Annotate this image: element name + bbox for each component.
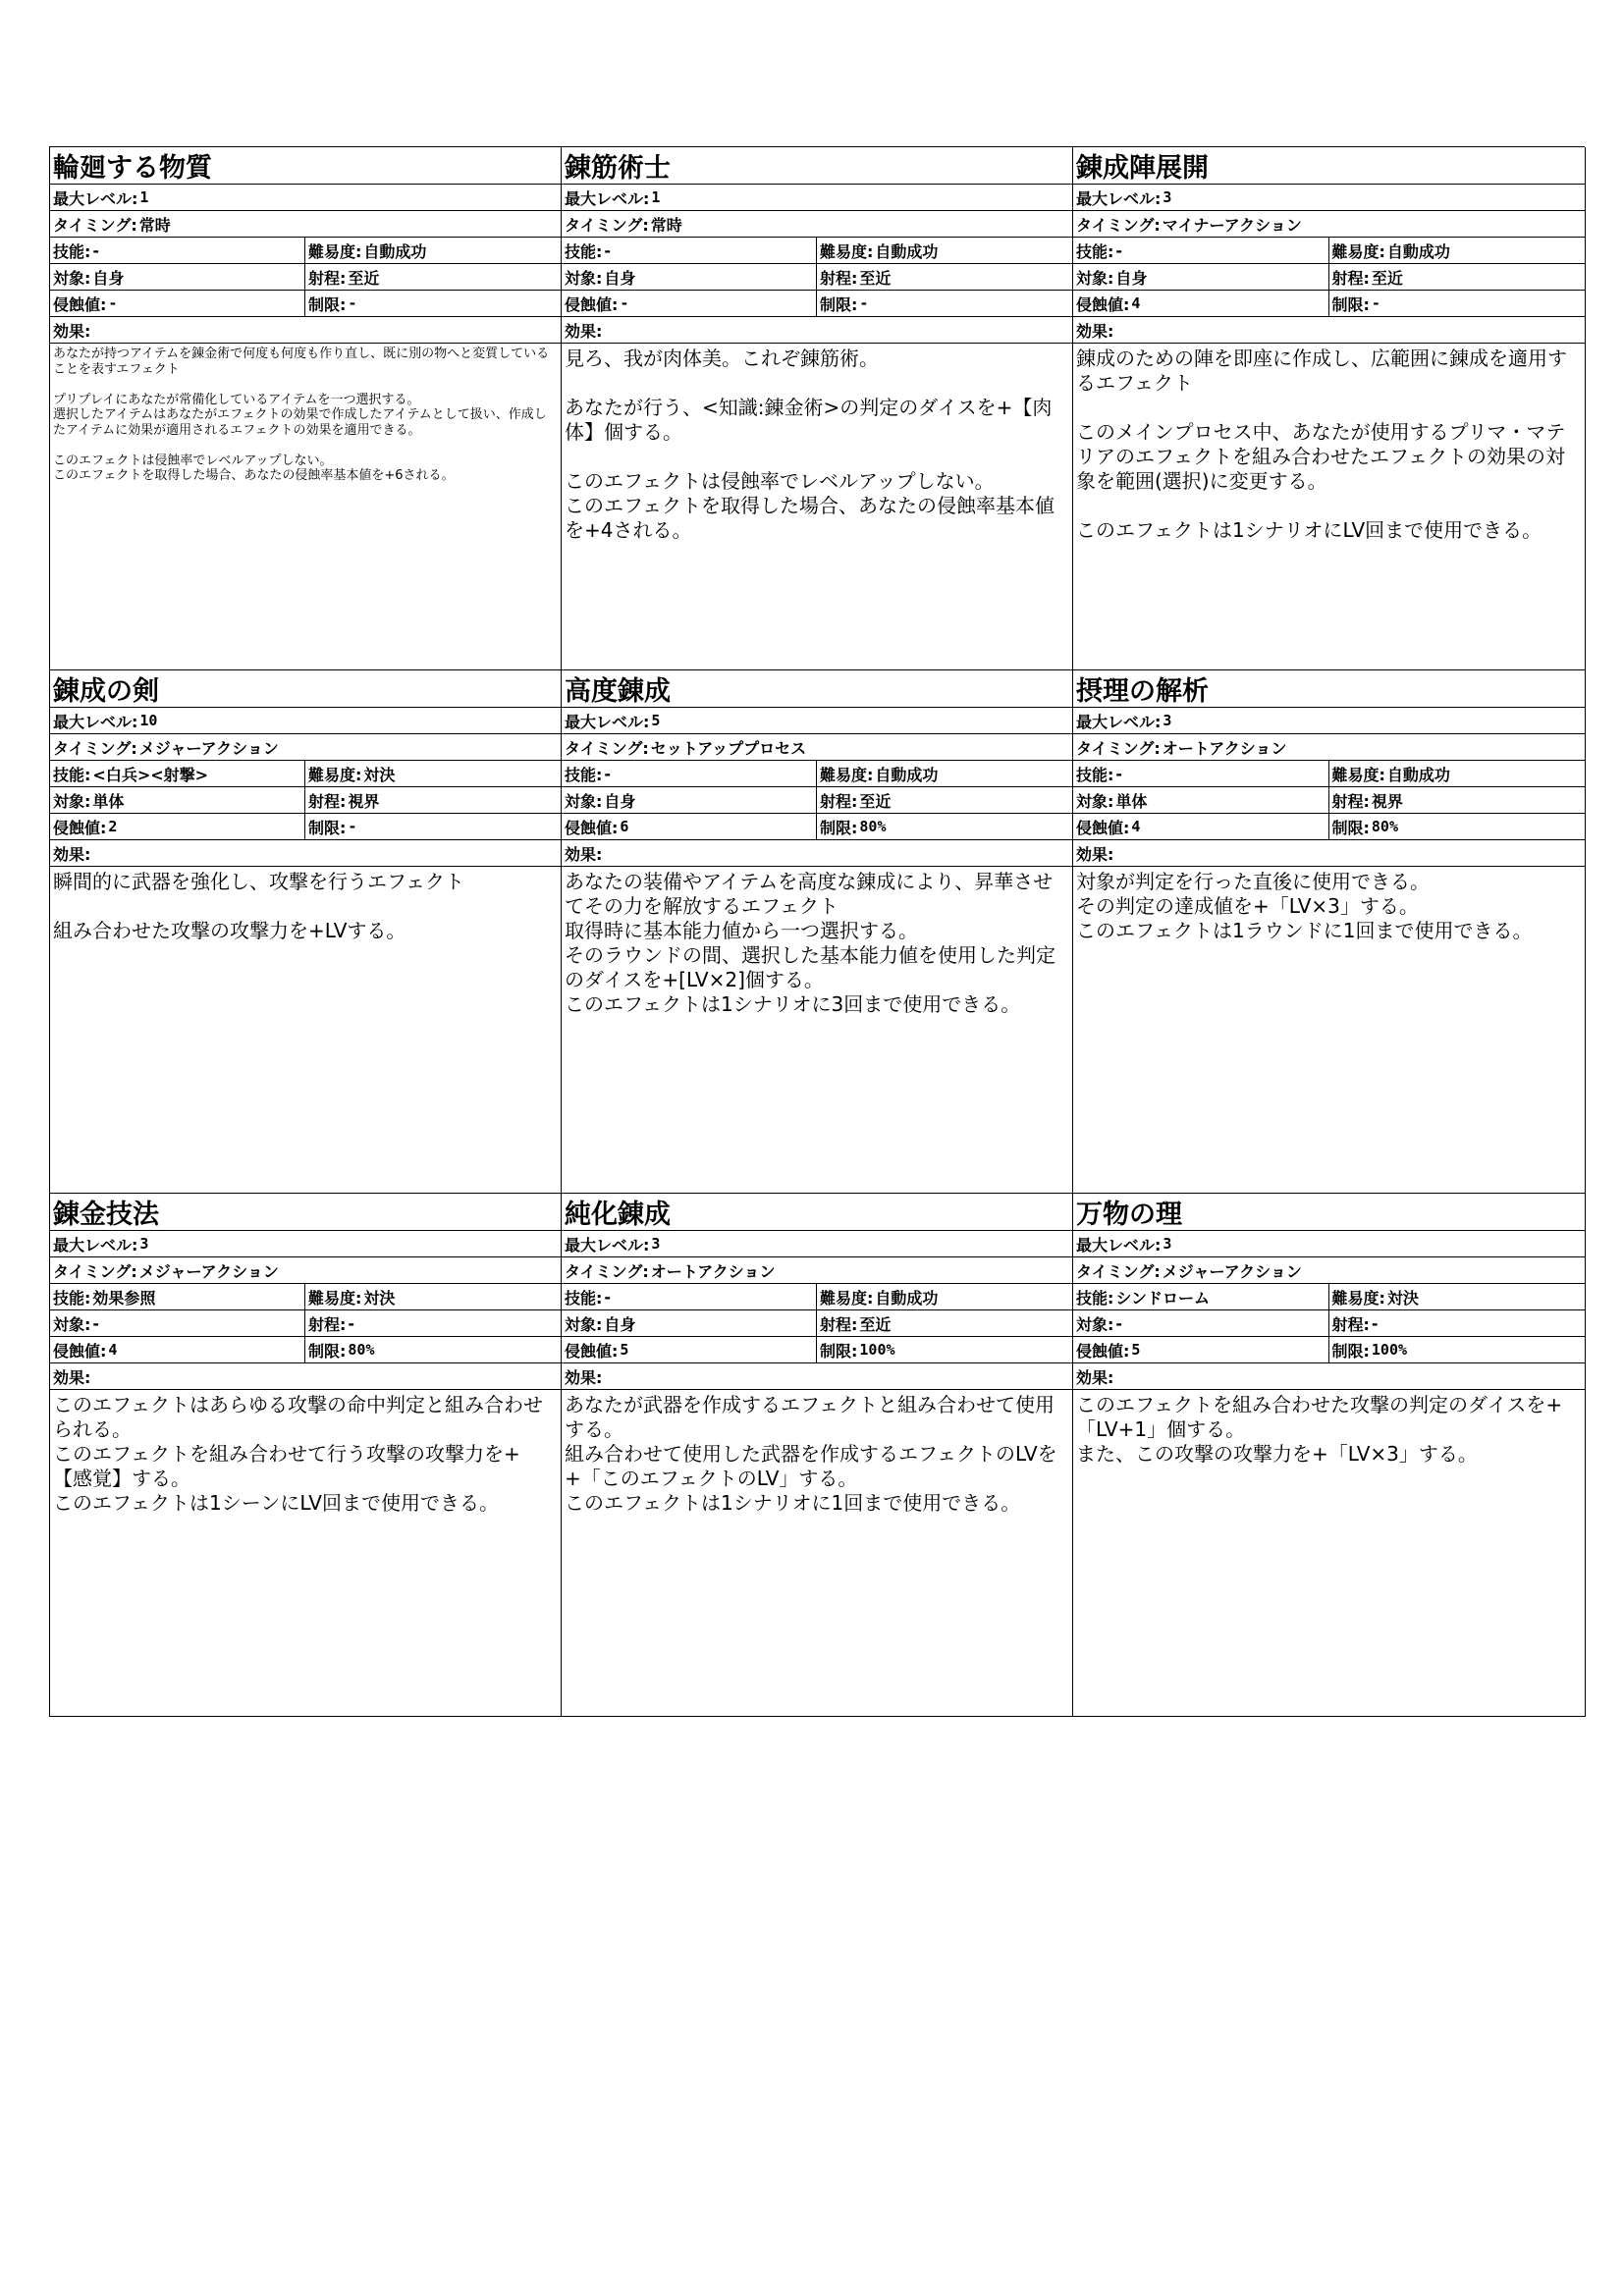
max-level-row <box>1073 1231 1585 1257</box>
timing-label: タイミング: <box>53 1261 137 1281</box>
skill-row <box>562 238 1072 264</box>
erosion-label: 侵蝕値: <box>1076 294 1130 314</box>
erosion-value: - <box>620 294 629 312</box>
difficulty-value: 自動成功 <box>363 241 427 261</box>
limit-label: 制限: <box>820 818 858 837</box>
limit-value: - <box>348 294 357 312</box>
effect-header-row <box>50 317 561 344</box>
difficulty-label: 難易度: <box>308 765 362 784</box>
erosion-cell <box>1073 291 1329 316</box>
range-value: 視界 <box>348 791 380 811</box>
difficulty-label: 難易度: <box>308 1288 362 1308</box>
erosion-value: 5 <box>620 1341 629 1359</box>
timing-row <box>562 211 1072 238</box>
difficulty-cell <box>817 761 1072 786</box>
difficulty-value: 自動成功 <box>875 765 939 784</box>
erosion-label: 侵蝕値: <box>565 294 619 314</box>
range-value: 視界 <box>1371 791 1403 811</box>
target-row <box>1073 787 1585 814</box>
max-level-row <box>50 185 561 211</box>
max-level-value: 3 <box>1163 188 1172 206</box>
difficulty-label: 難易度: <box>308 241 362 261</box>
target-value: - <box>1115 1313 1123 1333</box>
effect-card <box>50 1194 562 1717</box>
target-label: 対象: <box>53 268 91 288</box>
max-level-label: 最大レベル: <box>1076 712 1162 731</box>
timing-row <box>50 211 561 238</box>
difficulty-label: 難易度: <box>820 1288 874 1308</box>
skill-row <box>1073 761 1585 787</box>
target-row <box>1073 1310 1585 1337</box>
effect-text: 錬成のための陣を即座に作成し、広範囲に錬成を適用するエフェクト このメインプロセス中、あなたが使用するプリマ・マテリアのエフェクトを組み合わせたエフェクトの効果の対象を範囲(選択)に変更する。 このエフェクトは1シナリオにLV回まで使用できる。 <box>1076 347 1567 542</box>
limit-cell <box>305 291 561 316</box>
erosion-cell <box>1073 814 1329 839</box>
skill-row <box>1073 1284 1585 1310</box>
difficulty-cell <box>305 1284 561 1309</box>
effect-card <box>1073 1194 1586 1717</box>
limit-cell <box>817 1337 1072 1362</box>
effect-header-row <box>1073 840 1585 867</box>
effect-header-row <box>562 317 1072 344</box>
erosion-row <box>50 291 561 317</box>
range-value: 至近 <box>859 791 892 811</box>
effect-label: 効果: <box>53 321 91 341</box>
skill-value: シンドローム <box>1115 1288 1211 1308</box>
erosion-label: 侵蝕値: <box>565 818 619 837</box>
difficulty-value: 対決 <box>363 1288 396 1308</box>
limit-label: 制限: <box>308 294 347 314</box>
skill-cell <box>1073 761 1329 786</box>
effect-name: 摂理の解析 <box>1073 670 1585 708</box>
timing-value: 常時 <box>138 215 171 235</box>
range-cell <box>1329 787 1586 813</box>
skill-label: 技能: <box>53 241 91 261</box>
effect-name: 輪廻する物質 <box>50 147 561 185</box>
difficulty-value: 自動成功 <box>1386 241 1450 261</box>
max-level-label: 最大レベル: <box>53 712 138 731</box>
target-value: 単体 <box>92 791 125 811</box>
difficulty-label: 難易度: <box>1331 1288 1385 1308</box>
skill-row <box>1073 238 1585 264</box>
erosion-value: 4 <box>108 1341 118 1359</box>
erosion-row <box>1073 291 1585 317</box>
target-label: 対象: <box>565 1314 603 1334</box>
max-level-value: 1 <box>139 188 149 206</box>
limit-label: 制限: <box>1331 818 1370 837</box>
target-cell <box>1073 1310 1329 1336</box>
target-label: 対象: <box>1076 1314 1114 1334</box>
erosion-row <box>50 1337 561 1363</box>
skill-cell <box>1073 238 1329 263</box>
range-label: 射程: <box>820 268 858 288</box>
erosion-value: - <box>108 294 118 312</box>
target-value: 自身 <box>604 791 636 811</box>
target-cell <box>1073 264 1329 290</box>
target-row <box>50 1310 561 1337</box>
erosion-row <box>1073 1337 1585 1363</box>
effect-card <box>1073 670 1586 1194</box>
effect-header-row <box>1073 317 1585 344</box>
max-level-value: 1 <box>651 188 661 206</box>
difficulty-label: 難易度: <box>1331 241 1385 261</box>
range-cell <box>1329 264 1586 290</box>
effect-label: 効果: <box>1076 321 1114 341</box>
range-value: 至近 <box>859 1314 892 1334</box>
target-label: 対象: <box>53 791 91 811</box>
timing-label: タイミング: <box>1076 215 1161 235</box>
effect-label: 効果: <box>53 844 91 864</box>
effect-text: 瞬間的に武器を強化し、攻撃を行うエフェクト 組み合わせた攻撃の攻撃力を+LVする。 <box>53 870 464 942</box>
max-level-value: 10 <box>139 712 158 729</box>
difficulty-cell <box>305 761 561 786</box>
skill-value: 効果参照 <box>92 1288 156 1308</box>
range-value: - <box>1371 1313 1379 1333</box>
limit-value: 80% <box>859 818 887 835</box>
timing-value: 常時 <box>650 215 682 235</box>
difficulty-value: 自動成功 <box>875 1288 939 1308</box>
limit-cell <box>817 291 1072 316</box>
timing-value: メジャーアクション <box>1162 1261 1302 1281</box>
effect-name: 錬筋術士 <box>562 147 1072 185</box>
erosion-row <box>50 814 561 840</box>
effect-card <box>1073 147 1586 670</box>
target-cell <box>562 1310 817 1336</box>
erosion-label: 侵蝕値: <box>53 1341 107 1361</box>
erosion-value: 4 <box>1131 294 1141 312</box>
erosion-label: 侵蝕値: <box>1076 818 1130 837</box>
skill-cell <box>562 761 817 786</box>
limit-cell <box>817 814 1072 839</box>
limit-value: 100% <box>859 1341 895 1359</box>
skill-label: 技能: <box>53 1288 91 1308</box>
limit-value: - <box>1371 294 1380 312</box>
timing-label: タイミング: <box>53 738 137 758</box>
max-level-label: 最大レベル: <box>1076 188 1162 208</box>
max-level-row <box>1073 708 1585 734</box>
target-cell <box>1073 787 1329 813</box>
erosion-cell <box>1073 1337 1329 1362</box>
timing-label: タイミング: <box>1076 1261 1161 1281</box>
skill-row <box>50 1284 561 1310</box>
max-level-row <box>50 708 561 734</box>
timing-row <box>562 1257 1072 1284</box>
skill-label: 技能: <box>1076 241 1114 261</box>
effect-label: 効果: <box>53 1367 91 1387</box>
erosion-value: 5 <box>1131 1341 1141 1359</box>
skill-value: <白兵><射撃> <box>92 765 209 784</box>
target-row <box>50 264 561 291</box>
max-level-value: 3 <box>139 1235 149 1253</box>
erosion-cell <box>562 1337 817 1362</box>
limit-cell <box>1329 814 1586 839</box>
erosion-label: 侵蝕値: <box>565 1341 619 1361</box>
skill-row <box>562 1284 1072 1310</box>
target-value: 自身 <box>604 268 636 288</box>
difficulty-value: 自動成功 <box>875 241 939 261</box>
effect-card <box>562 1194 1073 1717</box>
difficulty-label: 難易度: <box>820 765 874 784</box>
skill-label: 技能: <box>565 241 603 261</box>
target-label: 対象: <box>1076 791 1114 811</box>
difficulty-label: 難易度: <box>820 241 874 261</box>
difficulty-cell <box>1329 238 1586 263</box>
effect-label: 効果: <box>565 321 603 341</box>
erosion-cell <box>50 814 305 839</box>
effect-text: このエフェクトを組み合わせた攻撃の判定のダイスを+「LV+1」個する。 また、この攻撃の攻撃力を+「LV×3」する。 <box>1076 1393 1563 1466</box>
effect-card <box>562 147 1073 670</box>
difficulty-value: 対決 <box>1386 1288 1419 1308</box>
erosion-row <box>562 291 1072 317</box>
range-value: - <box>348 1313 355 1333</box>
max-level-label: 最大レベル: <box>565 712 650 731</box>
max-level-value: 3 <box>651 1235 661 1253</box>
target-label: 対象: <box>565 791 603 811</box>
limit-cell <box>305 1337 561 1362</box>
limit-label: 制限: <box>820 294 858 314</box>
timing-row <box>50 734 561 761</box>
difficulty-cell <box>1329 761 1586 786</box>
range-cell <box>817 787 1072 813</box>
effect-text: あなたが武器を作成するエフェクトと組み合わせて使用する。 組み合わせて使用した武器を作成するエフェクトのLVを+「このエフェクトのLV」する。 このエフェクトは1シナリオに1回まで使用できる。 <box>565 1393 1057 1515</box>
range-label: 射程: <box>1331 1314 1370 1334</box>
target-cell <box>50 264 305 290</box>
range-label: 射程: <box>820 791 858 811</box>
range-value: 至近 <box>1371 268 1403 288</box>
effect-card <box>50 670 562 1194</box>
max-level-row <box>562 185 1072 211</box>
effect-card <box>562 670 1073 1194</box>
max-level-row <box>50 1231 561 1257</box>
target-label: 対象: <box>1076 268 1114 288</box>
target-row <box>562 264 1072 291</box>
timing-label: タイミング: <box>565 215 649 235</box>
timing-value: セットアッププロセス <box>650 738 807 758</box>
skill-row <box>50 238 561 264</box>
target-row <box>562 787 1072 814</box>
erosion-row <box>562 814 1072 840</box>
limit-value: - <box>859 294 869 312</box>
target-value: 自身 <box>1115 268 1148 288</box>
range-value: 至近 <box>348 268 380 288</box>
timing-value: オートアクション <box>1162 738 1287 758</box>
effect-header-row <box>562 840 1072 867</box>
range-cell <box>305 787 561 813</box>
max-level-row <box>562 1231 1072 1257</box>
limit-label: 制限: <box>308 818 347 837</box>
skill-cell <box>1073 1284 1329 1309</box>
erosion-cell <box>50 291 305 316</box>
range-value: 至近 <box>859 268 892 288</box>
max-level-row <box>562 708 1072 734</box>
target-label: 対象: <box>53 1314 91 1334</box>
skill-cell <box>562 1284 817 1309</box>
max-level-label: 最大レベル: <box>565 1235 650 1255</box>
limit-value: 80% <box>348 1341 375 1359</box>
skill-row <box>50 761 561 787</box>
target-value: 自身 <box>92 268 125 288</box>
effect-text: あなたの装備やアイテムを高度な錬成により、昇華させてその力を解放するエフェクト 取得時に基本能力値から一つ選択する。 そのラウンドの間、選択した基本能力値を使用した判定のダイスを+[LV×2]個する。 このエフェクトは1シナリオに3回まで使用できる。 <box>565 870 1055 1016</box>
effect-card <box>50 147 562 670</box>
skill-row <box>562 761 1072 787</box>
limit-label: 制限: <box>1331 1341 1370 1361</box>
erosion-value: 4 <box>1131 818 1141 835</box>
range-label: 射程: <box>1331 268 1370 288</box>
effect-header-row <box>562 1363 1072 1390</box>
skill-value: - <box>92 240 100 260</box>
erosion-value: 2 <box>108 818 118 835</box>
erosion-value: 6 <box>620 818 629 835</box>
timing-row <box>1073 734 1585 761</box>
effect-name: 高度錬成 <box>562 670 1072 708</box>
effect-text: あなたが持つアイテムを錬金術で何度も何度も作り直し、既に別の物へと変質していることを表すエフェクト プリプレイにあなたが常備化しているアイテムを一つ選択する。 選択したアイテムはあなたがエフェクトの効果で作成したアイテムとして扱い、作成したアイテムに効果が適用されるエフェクトの効果を適用できる。 このエフェクトは侵蝕率でレベルアップしない。 このエフェクトを取得した場合、あなたの侵蝕率基本値を+6される。 <box>53 347 550 483</box>
timing-label: タイミング: <box>53 215 137 235</box>
effect-label: 効果: <box>565 1367 603 1387</box>
target-row <box>1073 264 1585 291</box>
max-level-label: 最大レベル: <box>1076 1235 1162 1255</box>
erosion-label: 侵蝕値: <box>53 818 107 837</box>
target-row <box>562 1310 1072 1337</box>
effect-text: 対象が判定を行った直後に使用できる。 その判定の達成値を+「LV×3」する。 このエフェクトは1ラウンドに1回まで使用できる。 <box>1076 870 1533 942</box>
range-cell <box>305 1310 561 1336</box>
limit-value: 100% <box>1371 1341 1408 1359</box>
skill-value: - <box>1115 240 1123 260</box>
effect-name: 純化錬成 <box>562 1194 1072 1231</box>
skill-label: 技能: <box>565 765 603 784</box>
difficulty-value: 自動成功 <box>1386 765 1450 784</box>
limit-label: 制限: <box>308 1341 347 1361</box>
difficulty-cell <box>1329 1284 1586 1309</box>
timing-row <box>50 1257 561 1284</box>
timing-row <box>1073 211 1585 238</box>
effect-name: 錬成の剣 <box>50 670 561 708</box>
difficulty-cell <box>817 1284 1072 1309</box>
max-level-label: 最大レベル: <box>565 188 650 208</box>
skill-value: - <box>604 764 612 783</box>
timing-value: メジャーアクション <box>138 1261 279 1281</box>
effect-name: 錬金技法 <box>50 1194 561 1231</box>
erosion-label: 侵蝕値: <box>53 294 107 314</box>
range-label: 射程: <box>1331 791 1370 811</box>
limit-cell <box>305 814 561 839</box>
erosion-row <box>562 1337 1072 1363</box>
skill-label: 技能: <box>565 1288 603 1308</box>
erosion-cell <box>562 291 817 316</box>
timing-label: タイミング: <box>1076 738 1161 758</box>
effect-label: 効果: <box>1076 844 1114 864</box>
timing-label: タイミング: <box>565 738 649 758</box>
difficulty-value: 対決 <box>363 765 396 784</box>
limit-value: - <box>348 818 357 835</box>
timing-row <box>562 734 1072 761</box>
limit-label: 制限: <box>820 1341 858 1361</box>
skill-value: - <box>1115 764 1123 783</box>
erosion-cell <box>562 814 817 839</box>
timing-value: オートアクション <box>650 1261 776 1281</box>
target-value: 自身 <box>604 1314 636 1334</box>
effect-header-row <box>50 1363 561 1390</box>
skill-cell <box>562 238 817 263</box>
target-cell <box>562 264 817 290</box>
range-label: 射程: <box>308 791 347 811</box>
range-cell <box>305 264 561 290</box>
effect-label: 効果: <box>565 844 603 864</box>
limit-value: 80% <box>1371 818 1398 835</box>
max-level-value: 5 <box>651 712 661 729</box>
effect-text: このエフェクトはあらゆる攻撃の命中判定と組み合わせられる。 このエフェクトを組み合わせて行う攻撃の攻撃力を+【感覚】する。 このエフェクトは1シーンにLV回まで使用できる。 <box>53 1393 543 1515</box>
range-label: 射程: <box>820 1314 858 1334</box>
skill-value: - <box>604 1287 612 1307</box>
limit-cell <box>1329 291 1586 316</box>
effect-label: 効果: <box>1076 1367 1114 1387</box>
timing-row <box>1073 1257 1585 1284</box>
erosion-row <box>1073 814 1585 840</box>
range-cell <box>817 1310 1072 1336</box>
range-label: 射程: <box>308 1314 347 1334</box>
target-value: 単体 <box>1115 791 1148 811</box>
limit-label: 制限: <box>1331 294 1370 314</box>
skill-value: - <box>604 240 612 260</box>
max-level-row <box>1073 185 1585 211</box>
erosion-label: 侵蝕値: <box>1076 1341 1130 1361</box>
target-row <box>50 787 561 814</box>
difficulty-cell <box>817 238 1072 263</box>
effect-name: 万物の理 <box>1073 1194 1585 1231</box>
skill-cell <box>50 238 305 263</box>
range-cell <box>817 264 1072 290</box>
skill-cell <box>50 761 305 786</box>
skill-label: 技能: <box>1076 1288 1114 1308</box>
timing-value: マイナーアクション <box>1162 215 1302 235</box>
difficulty-label: 難易度: <box>1331 765 1385 784</box>
skill-cell <box>50 1284 305 1309</box>
target-label: 対象: <box>565 268 603 288</box>
effect-sheet <box>49 146 1585 1717</box>
timing-label: タイミング: <box>565 1261 649 1281</box>
max-level-label: 最大レベル: <box>53 188 138 208</box>
max-level-label: 最大レベル: <box>53 1235 138 1255</box>
difficulty-cell <box>305 238 561 263</box>
effect-name: 錬成陣展開 <box>1073 147 1585 185</box>
effect-header-row <box>1073 1363 1585 1390</box>
range-cell <box>1329 1310 1586 1336</box>
effect-text: 見ろ、我が肉体美。これぞ錬筋術。 あなたが行う、<知識:錬金術>の判定のダイスを+【肉体】個する。 このエフェクトは侵蝕率でレベルアップしない。 このエフェクトを取得した場合、あなたの侵蝕率基本値を+4される。 <box>565 347 1055 542</box>
target-value: - <box>92 1313 100 1333</box>
target-cell <box>50 787 305 813</box>
target-cell <box>50 1310 305 1336</box>
erosion-cell <box>50 1337 305 1362</box>
skill-label: 技能: <box>53 765 91 784</box>
timing-value: メジャーアクション <box>138 738 279 758</box>
skill-label: 技能: <box>1076 765 1114 784</box>
limit-cell <box>1329 1337 1586 1362</box>
range-label: 射程: <box>308 268 347 288</box>
effect-header-row <box>50 840 561 867</box>
target-cell <box>562 787 817 813</box>
max-level-value: 3 <box>1163 712 1172 729</box>
max-level-value: 3 <box>1163 1235 1172 1253</box>
